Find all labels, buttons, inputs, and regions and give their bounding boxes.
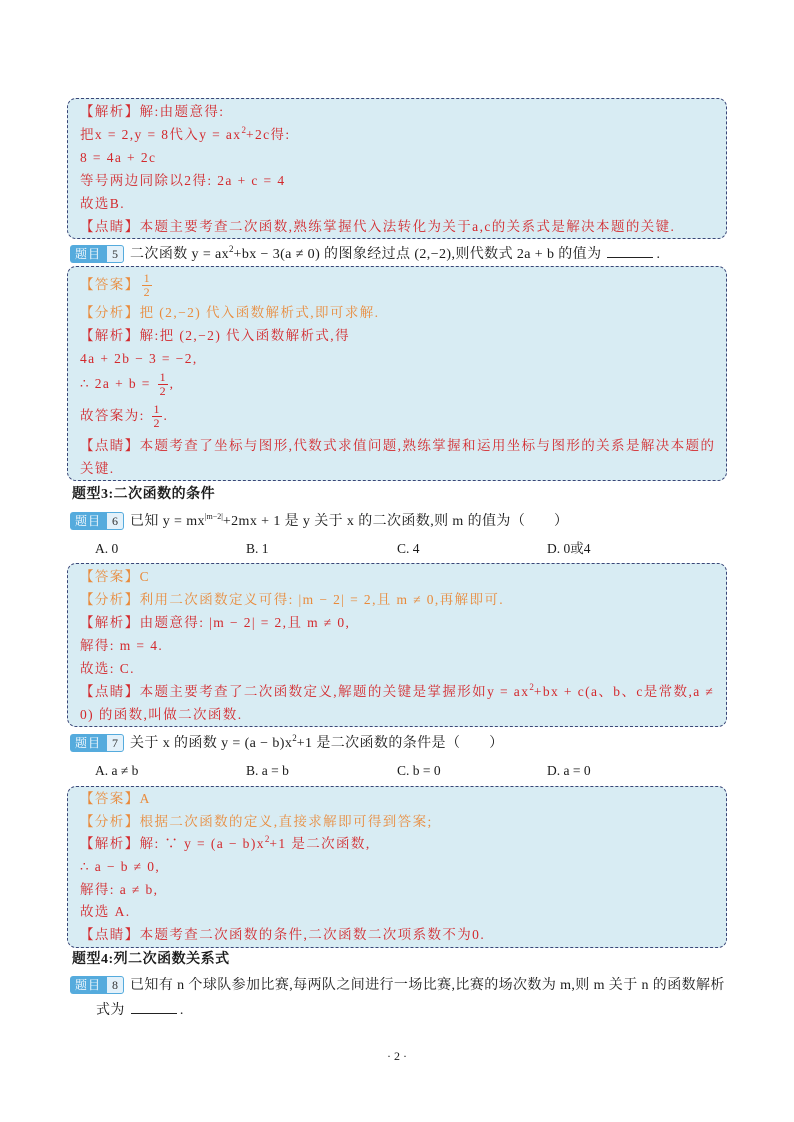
answer-tag: 【答案】 [80,569,140,584]
solution-text: 解:由题意得: [139,104,225,119]
comment-text: 本题考查了坐标与图形,代数式求值问题,熟练掌握和运用坐标与图形的关系是解决本题的 [139,438,716,453]
solution-line [80,324,718,347]
numerator: 1 [153,402,160,417]
solution-text: 解:把 (2,−2) 代入函数解析式,得 [139,328,350,343]
solution-line [80,100,718,123]
answer-value: A [139,791,151,806]
solution-tag: 【解析】 [80,104,140,119]
comment-line [80,924,718,947]
solution-tag: 【解析】 [80,328,140,343]
question-badge [70,512,124,530]
section-heading: 题型4:列二次函数关系式 [72,952,230,967]
solution-tag: 【解析】 [80,836,140,852]
analysis-line [80,588,718,611]
option-b: B. a = b [246,763,289,778]
denominator: 2 [153,416,160,431]
question-6 [70,511,568,533]
page-number: · 2 · [387,1049,407,1063]
exponent: |m−2| [204,512,223,521]
question-text: 式为 [96,1003,125,1018]
comment-tag: 【点睛】 [80,219,140,234]
option-d: D. a = 0 [547,763,591,778]
badge-number: 8 [106,976,124,994]
question-8-continuation [96,999,184,1021]
solution-text: . [163,408,169,423]
question-8 [70,975,725,997]
solution-box-2 [67,266,727,481]
question-end: . [656,247,661,262]
option-d: D. 0或4 [547,541,591,556]
solution-tag: 【解析】 [80,615,140,630]
solution-line [80,611,718,634]
badge-number: 5 [106,245,124,263]
fraction [152,403,162,430]
exponent: 2 [264,834,270,845]
analysis-text: 把 (2,−2) 代入函数解析式,即可求解. [139,305,380,320]
badge-number: 6 [106,512,124,530]
numerator: 1 [159,370,166,385]
question-text: 关于 x 的函数 y = (a − b)x [130,736,293,751]
solution-line: 4a + 2b − 3 = −2, [80,351,198,366]
comment-text: +bx + c(a、b、c是常数,a ≠ [533,684,715,699]
solution-text: , [169,376,175,391]
comment-text: 本题主要考查二次函数,熟练掌握代入法转化为关于a,c的关系式是解决本题的关键. [139,219,676,234]
solution-line: 等号两边同除以2得: 2a + c = 4 [80,173,286,188]
question-5 [70,243,660,265]
numerator: 1 [143,271,150,286]
answer-line [80,268,718,301]
solution-text: +2c得: [245,127,291,142]
analysis-tag: 【分析】 [80,305,140,320]
denominator: 2 [159,384,166,399]
analysis-text: 根据二次函数的定义,直接求解即可得到答案; [139,813,433,829]
comment-tag: 【点睛】 [80,927,140,943]
solution-line: ∴ a − b ≠ 0, [80,859,161,875]
answer-value: C [139,569,151,584]
answer-tag: 【答案】 [80,277,140,292]
answer-blank [607,243,653,258]
option-c: C. b = 0 [397,763,441,778]
badge-number: 7 [106,734,124,752]
option-a: A. a ≠ b [95,763,139,778]
answer-blank [131,999,177,1014]
badge-label: 题目 [70,734,106,752]
exponent: 2 [529,682,534,692]
solution-box-4 [67,786,727,948]
badge-label: 题目 [70,976,106,994]
solution-line [80,370,718,398]
solution-line: 故选B. [80,196,125,211]
solution-line: 解得: a ≠ b, [80,881,159,897]
question-text: 已知 y = mx [130,514,205,529]
exponent: 2 [229,244,234,254]
question-end: . [179,1003,184,1018]
question-text: 二次函数 y = ax [130,247,230,262]
solution-text: +1 是二次函数, [269,836,371,852]
option-b: B. 1 [246,541,269,556]
question-badge [70,976,124,994]
answer-tag: 【答案】 [80,791,140,806]
solution-text: ∴ 2a + b = [80,376,156,391]
question-7 [70,733,504,755]
solution-line [80,123,718,146]
solution-box-3 [67,563,727,727]
solution-line: 解得: m = 4. [80,638,164,653]
analysis-line [80,301,718,324]
question-text: 已知有 n 个球队参加比赛,每两队之间进行一场比赛,比赛的场次数为 m,则 m 关于 n 的函数解析 [130,978,725,993]
solution-box-1 [67,98,727,239]
analysis-tag: 【分析】 [80,592,140,607]
question-text: +2mx + 1 是 y 关于 x 的二次函数,则 m 的值为（ ） [222,514,569,529]
badge-label: 题目 [70,245,106,263]
badge-label: 题目 [70,512,106,530]
fraction [142,272,152,299]
question-badge [70,245,124,263]
solution-line: 故选 A. [80,904,131,920]
denominator: 2 [143,285,150,300]
analysis-line [80,811,718,834]
comment-line: 关键. [80,461,115,476]
question-badge [70,734,124,752]
option-c: C. 4 [397,541,420,556]
analysis-tag: 【分析】 [80,813,140,829]
comment-tag: 【点睛】 [80,438,140,453]
comment-line: 0) 的函数,叫做二次函数. [80,707,243,722]
solution-text: 把x = 2,y = 8代入y = ax [80,127,242,142]
solution-line: 8 = 4a + 2c [80,150,157,165]
exponent: 2 [292,733,297,743]
solution-text: 解: ∵ y = (a − b)x [139,836,265,852]
question-text: +bx − 3(a ≠ 0) 的图象经过点 (2,−2),则代数式 2a + b 的值为 [233,247,602,262]
comment-line [80,215,718,238]
comment-text: 本题主要考查了二次函数定义,解题的关键是掌握形如y = ax [139,684,530,699]
option-a: A. 0 [95,541,119,556]
answer-line [80,565,718,588]
analysis-text: 利用二次函数定义可得: |m − 2| = 2,且 m ≠ 0,再解即可. [139,592,505,607]
answer-line [80,788,718,811]
comment-line [80,680,718,703]
section-heading: 题型3:二次函数的条件 [72,487,216,502]
comment-text: 本题考查二次函数的条件,二次函数二次项系数不为0. [139,927,486,943]
question-text: +1 是二次函数的条件是（ ） [296,736,504,751]
solution-line [80,398,718,434]
fraction [158,371,168,398]
solution-text: 故答案为: [80,408,150,423]
solution-line [80,833,718,856]
comment-line [80,434,718,457]
exponent: 2 [241,125,246,135]
comment-tag: 【点睛】 [80,684,140,699]
solution-line: 故选: C. [80,661,135,676]
solution-text: 由题意得: |m − 2| = 2,且 m ≠ 0, [139,615,351,630]
